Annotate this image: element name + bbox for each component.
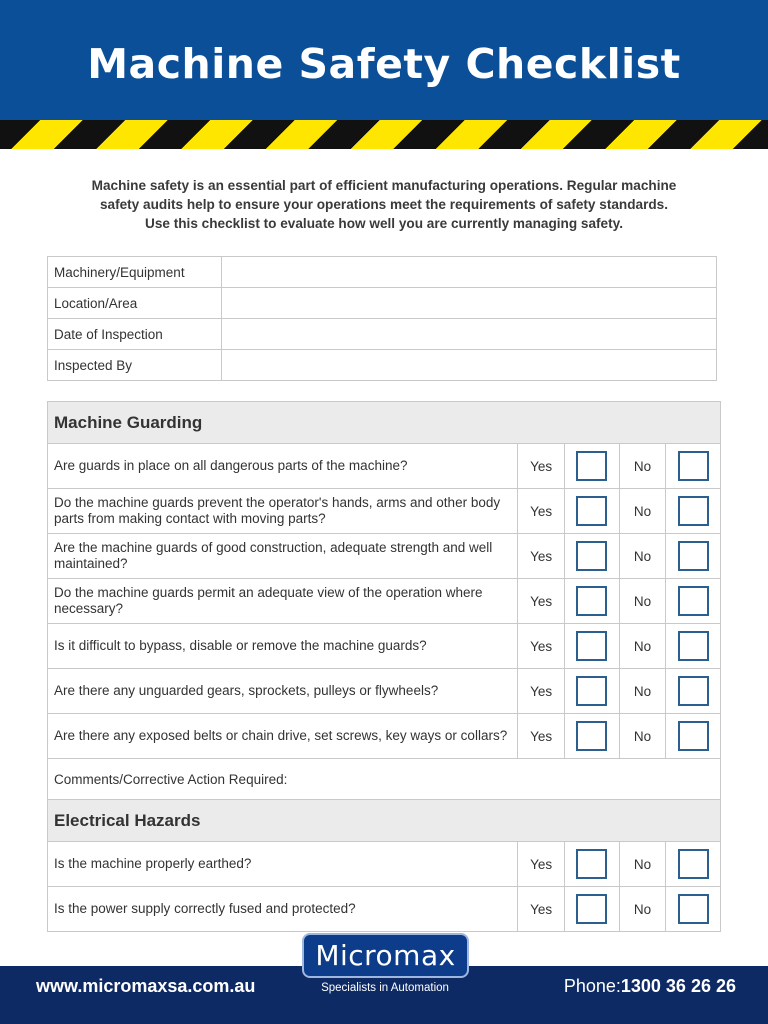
yes-checkbox[interactable] <box>576 631 607 661</box>
no-checkbox[interactable] <box>678 451 709 481</box>
no-checkbox[interactable] <box>678 894 709 924</box>
no-cell <box>666 489 721 534</box>
question-row <box>48 887 721 932</box>
no-cell <box>666 842 721 887</box>
intro-line: Machine safety is an essential part of efficient manufacturing operations. Regular machine <box>91 178 677 193</box>
no-label: No <box>619 842 666 887</box>
no-checkbox[interactable] <box>678 849 709 879</box>
yes-checkbox[interactable] <box>576 541 607 571</box>
yes-label: Yes <box>518 842 565 887</box>
no-label: No <box>619 669 666 714</box>
question-text: Are the machine guards of good construction, adequate strength and well maintained? <box>48 534 518 579</box>
info-row <box>48 257 717 288</box>
question-row <box>48 489 721 534</box>
micromax-logo <box>302 933 469 978</box>
yes-cell <box>565 669 620 714</box>
yes-label: Yes <box>518 714 565 759</box>
no-checkbox[interactable] <box>678 586 709 616</box>
question-row <box>48 714 721 759</box>
no-cell <box>666 444 721 489</box>
no-cell <box>666 887 721 932</box>
no-cell <box>666 624 721 669</box>
question-text: Is the power supply correctly fused and protected? <box>48 887 518 932</box>
question-text: Do the machine guards prevent the operator's hands, arms and other body parts from making contact with moving parts? <box>48 489 518 534</box>
yes-label: Yes <box>518 534 565 579</box>
yes-checkbox[interactable] <box>576 721 607 751</box>
info-label-machinery: Machinery/Equipment <box>48 257 222 288</box>
yes-cell <box>565 714 620 759</box>
question-text: Do the machine guards permit an adequate view of the operation where necessary? <box>48 579 518 624</box>
section-title-electrical-hazards: Electrical Hazards <box>48 800 721 842</box>
question-row <box>48 842 721 887</box>
no-label: No <box>619 714 666 759</box>
header-banner <box>0 0 768 118</box>
question-text: Are there any unguarded gears, sprockets, pulleys or flywheels? <box>48 669 518 714</box>
yes-cell <box>565 489 620 534</box>
question-text: Is the machine properly earthed? <box>48 842 518 887</box>
phone-label: Phone: <box>563 976 621 996</box>
comments-field[interactable]: Comments/Corrective Action Required: <box>48 759 721 800</box>
yes-label: Yes <box>518 444 565 489</box>
no-cell <box>666 669 721 714</box>
no-label: No <box>619 624 666 669</box>
logo-tagline: Specialists in Automation <box>321 982 449 994</box>
inspection-info-table <box>47 256 717 381</box>
question-text: Is it difficult to bypass, disable or remove the machine guards? <box>48 624 518 669</box>
phone-number[interactable]: 1300 36 26 26 <box>620 976 736 996</box>
no-checkbox[interactable] <box>678 541 709 571</box>
yes-checkbox[interactable] <box>576 451 607 481</box>
info-label-date: Date of Inspection <box>48 319 222 350</box>
yes-cell <box>565 624 620 669</box>
phone-info <box>564 976 736 997</box>
no-cell <box>666 714 721 759</box>
no-label: No <box>619 489 666 534</box>
question-row <box>48 579 721 624</box>
yes-label: Yes <box>518 669 565 714</box>
yes-cell <box>565 444 620 489</box>
intro-text <box>40 176 728 233</box>
yes-label: Yes <box>518 489 565 534</box>
question-text: Are guards in place on all dangerous parts of the machine? <box>48 444 518 489</box>
yes-checkbox[interactable] <box>576 676 607 706</box>
date-field[interactable] <box>222 319 717 350</box>
question-text: Are there any exposed belts or chain drive, set screws, key ways or collars? <box>48 714 518 759</box>
question-row <box>48 624 721 669</box>
question-row <box>48 534 721 579</box>
no-checkbox[interactable] <box>678 676 709 706</box>
yes-cell <box>565 579 620 624</box>
no-label: No <box>619 444 666 489</box>
info-row <box>48 288 717 319</box>
no-label: No <box>619 887 666 932</box>
info-label-location: Location/Area <box>48 288 222 319</box>
intro-line: Use this checklist to evaluate how well you are currently managing safety. <box>145 216 623 231</box>
no-label: No <box>619 534 666 579</box>
no-cell <box>666 534 721 579</box>
yes-checkbox[interactable] <box>576 586 607 616</box>
logo-text: Micromax <box>315 939 456 972</box>
section-header <box>48 402 721 444</box>
question-row <box>48 444 721 489</box>
comments-row <box>48 759 721 800</box>
yes-label: Yes <box>518 887 565 932</box>
location-field[interactable] <box>222 288 717 319</box>
yes-label: Yes <box>518 579 565 624</box>
question-row <box>48 669 721 714</box>
info-row <box>48 350 717 381</box>
no-checkbox[interactable] <box>678 631 709 661</box>
info-label-inspector: Inspected By <box>48 350 222 381</box>
website-link[interactable]: www.micromaxsa.com.au <box>36 976 256 996</box>
machinery-field[interactable] <box>222 257 717 288</box>
no-checkbox[interactable] <box>678 496 709 526</box>
yes-cell <box>565 842 620 887</box>
no-cell <box>666 579 721 624</box>
yes-checkbox[interactable] <box>576 849 607 879</box>
inspector-field[interactable] <box>222 350 717 381</box>
yes-cell <box>565 534 620 579</box>
section-header <box>48 800 721 842</box>
yes-cell <box>565 887 620 932</box>
hazard-stripe <box>0 118 768 149</box>
no-checkbox[interactable] <box>678 721 709 751</box>
section-title-machine-guarding: Machine Guarding <box>48 402 721 444</box>
intro-line: safety audits help to ensure your operations meet the requirements of safety standards. <box>99 197 669 212</box>
page-title: Machine Safety Checklist <box>87 40 681 88</box>
yes-label: Yes <box>518 624 565 669</box>
no-label: No <box>619 579 666 624</box>
yes-checkbox[interactable] <box>576 894 607 924</box>
hazard-stripe-rim <box>0 118 768 120</box>
checklist-table <box>47 401 721 932</box>
info-row <box>48 319 717 350</box>
yes-checkbox[interactable] <box>576 496 607 526</box>
